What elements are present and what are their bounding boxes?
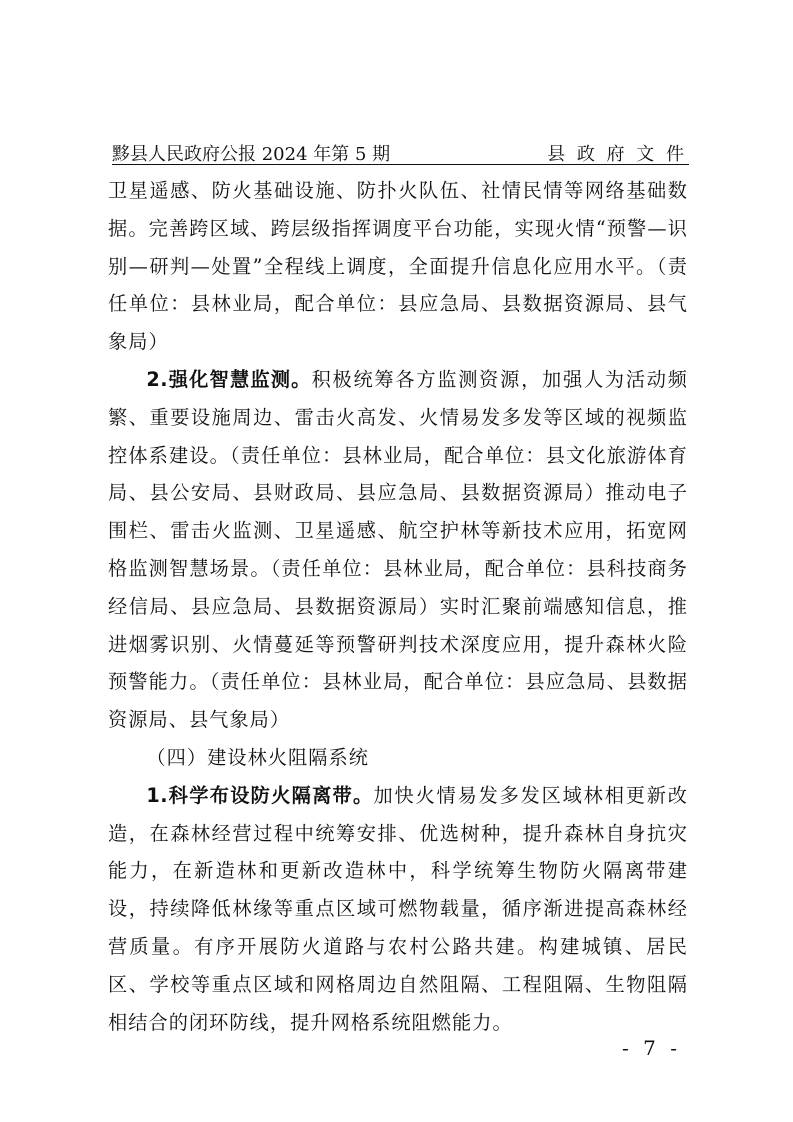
- paragraph-firebreak: [108, 777, 688, 1042]
- document-body: [108, 172, 688, 1041]
- paragraph-continuation: 卫星遥感、防火基础设施、防扑火队伍、社情民情等网络基础数据。完善跨区域、跨层级指挥调度平台功能，实现火情“预警—识别—研判—处置”全程线上调度，全面提升信息化应用水平。（责任单位：县林业局，配合单位：县应急局、县数据资源局、县气象局）: [108, 179, 688, 354]
- paragraph-smart-monitoring: [108, 361, 688, 739]
- item-heading-firebreak: 1.科学布设防火隔离带。: [146, 783, 374, 807]
- bulletin-title: 黟县人民政府公报 2024 年第 5 期: [112, 144, 391, 165]
- section-heading-fire-barrier: （四）建设林火阻隔系统: [146, 745, 370, 769]
- section-label: 县 政 府 文 件: [547, 144, 687, 165]
- header-divider: [112, 164, 689, 165]
- item-heading-smart-monitoring: 2.强化智慧监测。: [146, 367, 312, 391]
- item-body-firebreak: 加快火情易发多发区域林相更新改造，在森林经营过程中统筹安排、优选树种，提升森林自身抗灾能力，在新造林和更新改造林中，科学统筹生物防火隔离带建设，持续降低林缘等重点区域可燃物载量，循序渐进提高森林经营质量。有序开展防火道路与农村公路共建。构建城镇、居民区、学校等重点区域和网格周边自然阻隔、工程阻隔、生物阻隔相结合的闭环防线，提升网格系统阻燃能力。: [108, 783, 688, 1034]
- item-body-smart-monitoring: 积极统筹各方监测资源，加强人为活动频繁、重要设施周边、雷击火高发、火情易发多发等区域的视频监控体系建设。（责任单位：县林业局，配合单位：县文化旅游体育局、县公安局、县财政局、县应急局、县数据资源局）推动电子围栏、雷击火监测、卫星遥感、航空护林等新技术应用，拓宽网格监测智慧场景。（责任单位：县林业局，配合单位：县科技商务经信局、县应急局、县数据资源局）实时汇聚前端感知信息，推进烟雾识别、火情蔓延等预警研判技术深度应用，提升森林火险预警能力。（责任单位：县林业局，配合单位：县应急局、县数据资源局、县气象局）: [108, 367, 688, 732]
- page-header: [112, 136, 687, 166]
- page-number: - 7 -: [622, 1036, 681, 1060]
